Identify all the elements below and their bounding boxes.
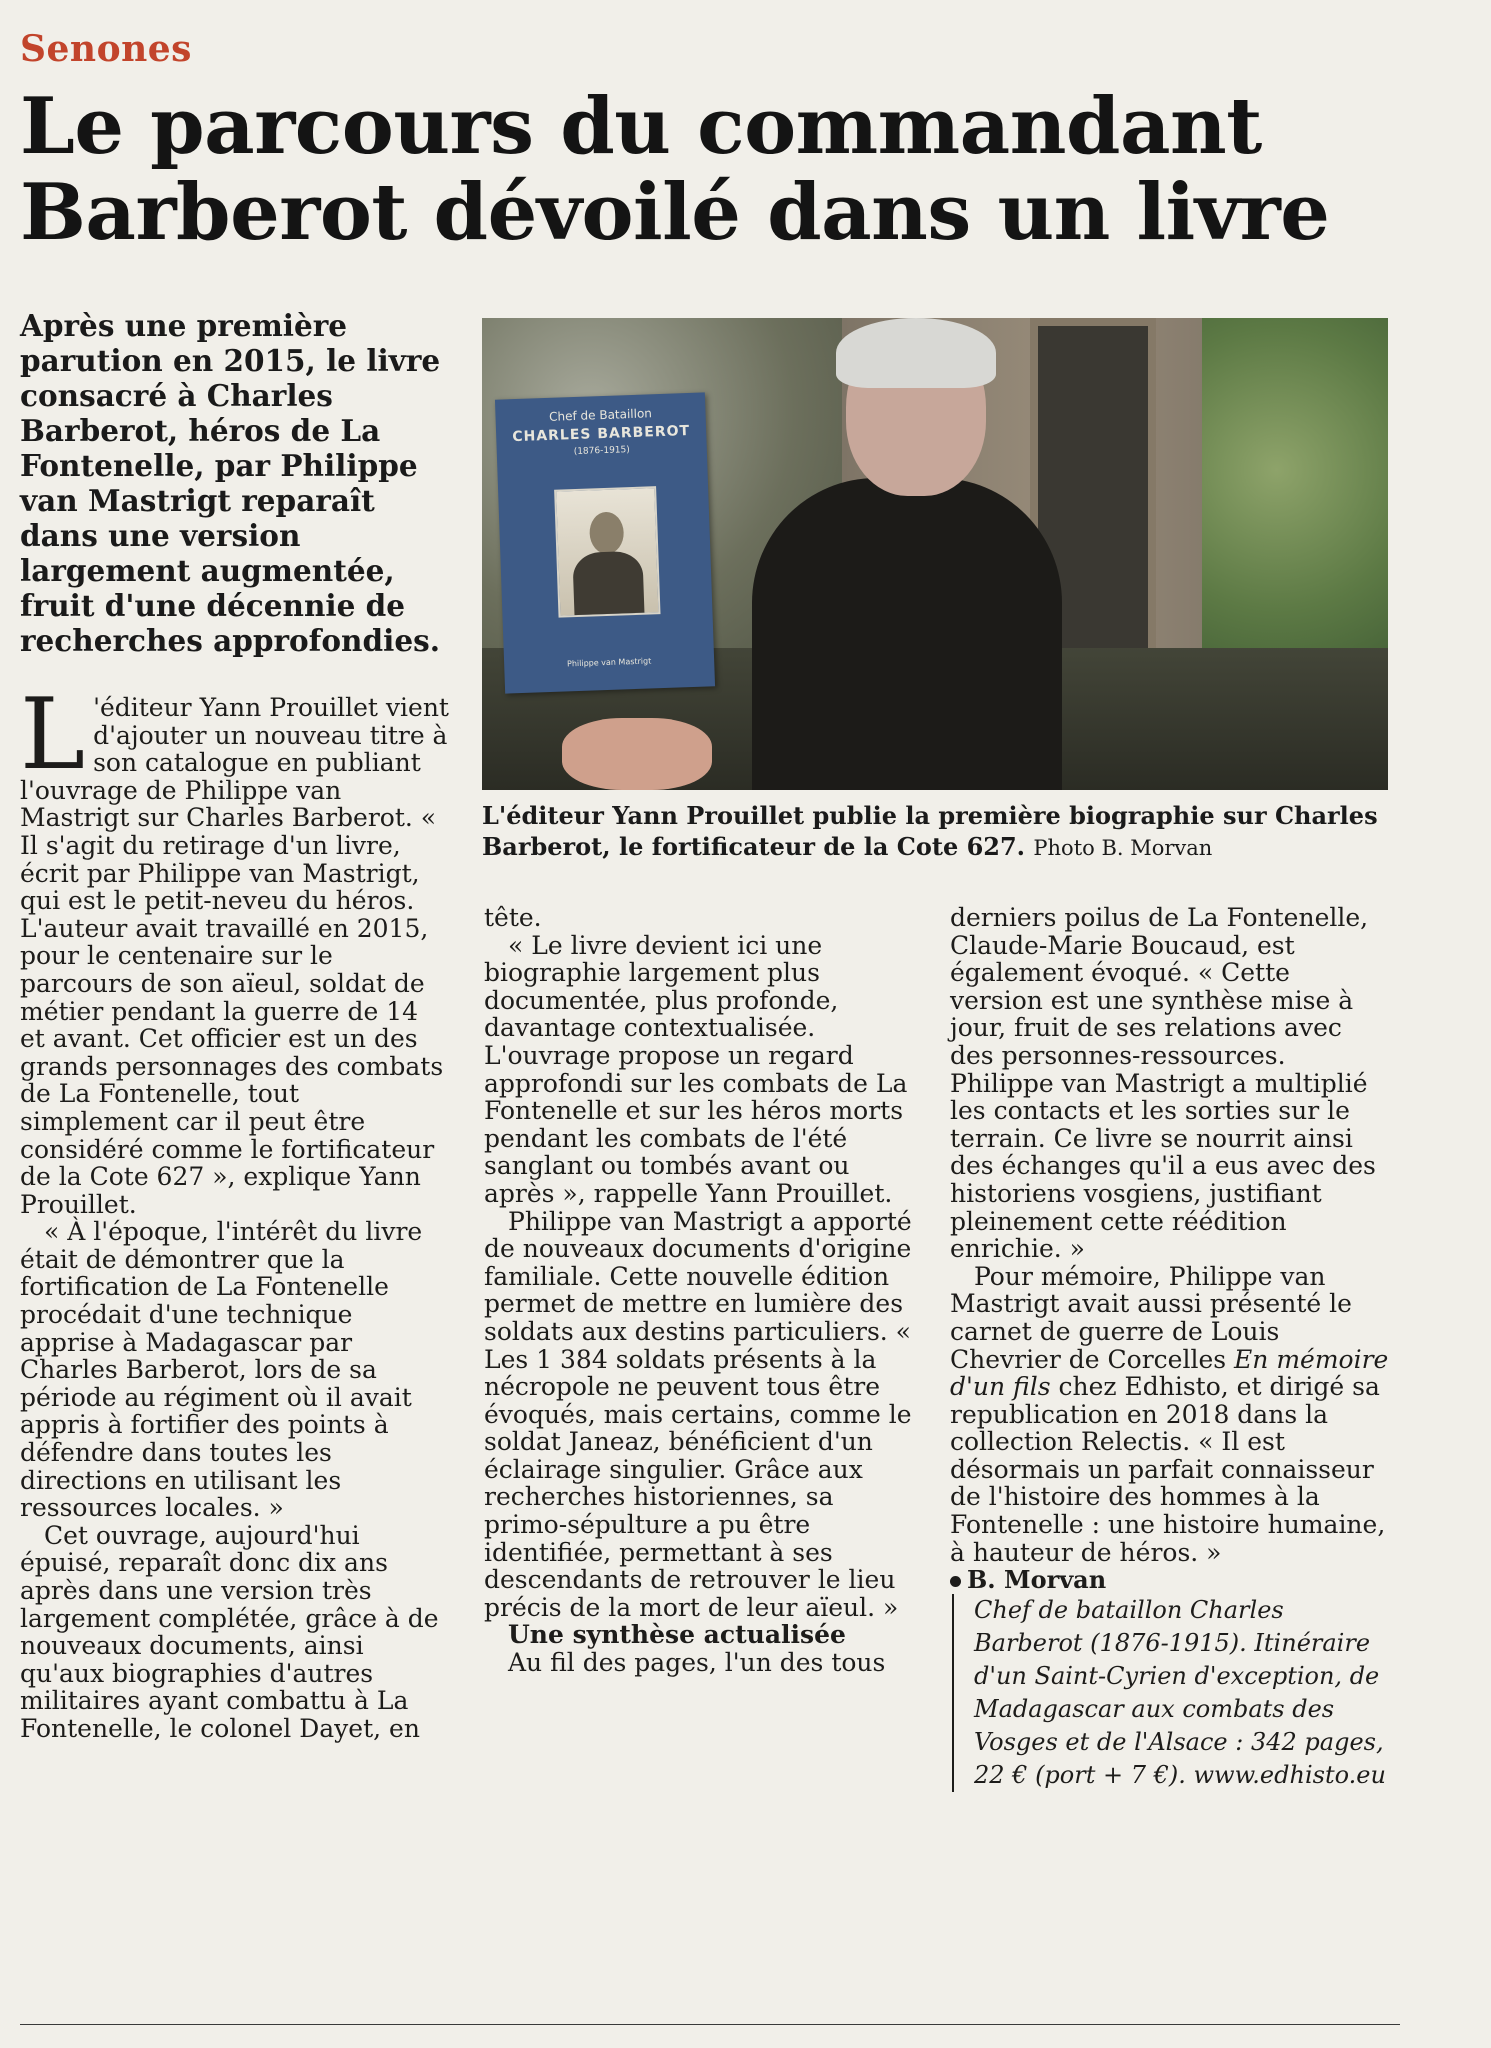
article-photo (482, 318, 1388, 790)
article-column-1 (20, 678, 450, 1743)
book-cover-title: CHARLES BARBEROT (512, 422, 691, 446)
photo-person-hair (836, 318, 996, 388)
paragraph-6: Philippe van Mastrigt a apporté de nouveaux documents d'origine familiale. Cette nouvelle édition permet de mettre en lumière des soldats aux destins particuliers. « Les 1 384 soldats présents à la nécropole ne peuvent tous être évoqués, mais certains, comme le soldat Janeaz, bénéficient d'un éclairage singulier. Grâce aux recherches historiennes, sa primo-sépulture a pu être identifiée, permettant à ses descendants de retrouver le lieu précis de la mort de leur aïeul. » (484, 1206, 912, 1622)
book-cover-dates: (1876-1915) (573, 445, 630, 458)
author-signature (950, 1566, 1390, 1594)
paragraph-9-start: Pour mémoire, Philippe van Mastrigt avait aussi présenté le carnet de guerre de Louis Chevrier de Corcelles (950, 1261, 1352, 1374)
signature-name: B. Morvan (967, 1565, 1107, 1595)
book-cover-author: Philippe van Mastrigt (566, 656, 652, 669)
book-cover-line-1: Chef de Bataillon (548, 406, 653, 424)
title-line-2: Barberot dévoilé dans un livre (20, 167, 1330, 258)
photo-person-body (752, 478, 1062, 790)
photo-caption (482, 800, 1392, 864)
article-title (20, 81, 1460, 258)
bottom-rule (20, 2024, 1400, 2025)
paragraph-2: « À l'époque, l'intérêt du livre était de démontrer que la fortification de La Fontenelle procédait d'une technique apprise à Madagascar par Charles Barberot, lors de sa période au régiment où il avait appris à fortifier des points à défendre dans toutes les directions en utilisant les ressources locales. » (20, 1217, 423, 1523)
title-line-1: Le parcours du commandant (20, 81, 1262, 172)
paragraph-1 (20, 678, 450, 1219)
portrait-face (589, 511, 624, 554)
photo-ivy (1202, 318, 1388, 698)
article-column-3 (950, 904, 1390, 1792)
photo-credit: Photo B. Morvan (1033, 836, 1213, 860)
photo-book-cover (495, 392, 715, 693)
intertitle: Une synthèse actualisée (508, 1620, 846, 1650)
photo-hand (562, 718, 712, 790)
paragraph-3: Cet ouvrage, aujourd'hui épuisé, reparaît donc dix ans après dans une version très largement complétée, grâce à de nouveaux documents, ainsi qu'aux biographies d'autres militaires ayant combattu à La Fontenelle, le colonel Dayet, en (20, 1520, 439, 1743)
caption-text: L'éditeur Yann Prouillet publie la première biographie sur Charles Barberot, le fortificateur de la Cote 627. (482, 801, 1378, 861)
paragraph-4: tête. (484, 903, 542, 932)
paragraph-5: « Le livre devient ici une biographie largement plus documentée, plus profonde, davantage contextualisée. L'ouvrage propose un regard approfondi sur les combats de La Fontenelle et sur les héros morts pendant les combats de l'été sanglant ou tombés avant ou après », rappelle Yann Prouillet. (484, 930, 908, 1208)
section-kicker: Senones (20, 28, 192, 70)
paragraph-7: Au fil des pages, l'un des tous (508, 1648, 886, 1678)
paragraph-1-text: 'éditeur Yann Prouillet vient d'ajouter un nouveau titre à son catalogue en publiant l'ouvrage de Philippe van Mastrigt sur Charles Barberot. « Il s'agit du retirage d'un livre, écrit par Philippe van Mastrigt, qui est le petit-neveu du héros. L'auteur avait travaillé en 2015, pour le centenaire sur le parcours de son aïeul, soldat de métier pendant la guerre de 14 et avant. Cet officier est un des grands personnages des combats de La Fontenelle, tout simplement car il peut être considéré comme le fortificateur de la Cote 627 », explique Yann Prouillet. (20, 693, 449, 1219)
paragraph-9-end: chez Edhisto, et dirigé sa republication en 2018 dans la collection Relectis. « Il est désormais un parfait connaisseur de l'histoire des hommes à la Fontenelle : une histoire humaine, à hauteur de héros. » (950, 1372, 1386, 1567)
article-lead: Après une première parution en 2015, le livre consacré à Charles Barberot, héros de La Fontenelle, par Philippe van Mastrigt reparaît dans une version largement augmentée, fruit d'une décennie de recherches approfondies. (20, 308, 441, 658)
paragraph-9-book-title: En mémoire d'un fils (950, 1344, 1389, 1402)
book-info-box: Chef de bataillon Charles Barberot (1876-1915). Itinéraire d'un Saint-Cyrien d'exception, de Madagascar aux combats des Vosges et de l'Alsace : 342 pages, 22 € (port + 7 €). www.edhisto.eu (952, 1594, 1390, 1792)
book-cover-portrait (554, 486, 660, 617)
portrait-torso (572, 551, 644, 615)
drop-cap: L (20, 678, 86, 792)
paragraph-8: derniers poilus de La Fontenelle, Claude-Marie Boucaud, est également évoqué. « Cette version est une synthèse mise à jour, fruit de ses relations avec des personnes-ressources. Philippe van Mastrigt a multiplié les contacts et les sorties sur le terrain. Ce livre se nourrit ainsi des échanges qu'il a eus avec des historiens vosgiens, justifiant pleinement cette réédition enrichie. » (950, 903, 1376, 1264)
paragraph-9 (950, 1263, 1390, 1567)
signature-bullet-icon (950, 1576, 961, 1587)
article-column-2 (484, 904, 920, 1677)
